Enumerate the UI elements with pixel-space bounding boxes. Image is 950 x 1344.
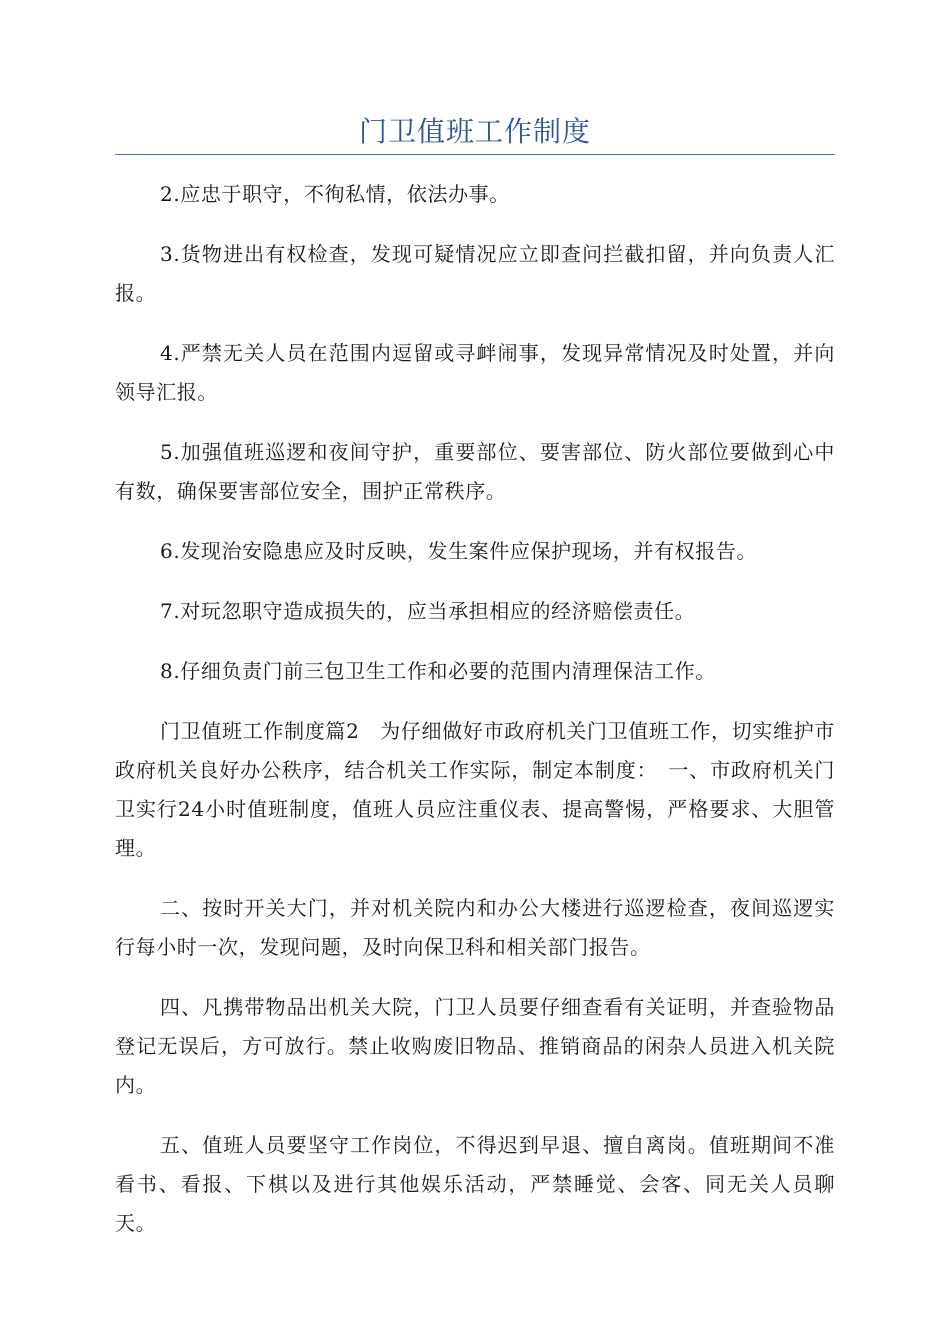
paragraph-item-4: 4.严禁无关人员在范围内逗留或寻衅闹事，发现异常情况及时处置，并向领导汇报。 — [115, 341, 835, 404]
title-underline — [115, 154, 835, 155]
paragraph-item-6: 6.发现治安隐患应及时反映，发生案件应保护现场，并有权报告。 — [160, 539, 758, 563]
document-title: 门卫值班工作制度 — [358, 115, 591, 148]
paragraph-item-2: 2.应忠于职守，不徇私情，依法办事。 — [160, 182, 510, 206]
paragraph-section-2-item-4: 四、凡携带物品出机关大院，门卫人员要仔细查看有关证明，并查验物品登记无误后，方可放行。禁止收购废旧物品、推销商品的闲杂人员进入机关院内。 — [115, 995, 835, 1097]
paragraph-section-2-intro: 门卫值班工作制度篇2 为仔细做好市政府机关门卫值班工作，切实维护市政府机关良好办公秩序，结合机关工作实际，制定本制度： 一、市政府机关门卫实行24小时值班制度，值班人员应注重仪表、提高警惕，严格要求、大胆管理。 — [115, 719, 835, 860]
paragraph-item-3: 3.货物进出有权检查，发现可疑情况应立即查问拦截扣留，并向负责人汇报。 — [115, 242, 835, 305]
paragraph-item-5: 5.加强值班巡逻和夜间守护，重要部位、要害部位、防火部位要做到心中有数，确保要害部位安全，围护正常秩序。 — [115, 440, 835, 503]
paragraph-section-2-item-2: 二、按时开关大门，并对机关院内和办公大楼进行巡逻检查，夜间巡逻实行每小时一次，发现问题，及时向保卫科和相关部门报告。 — [115, 896, 835, 959]
paragraph-section-2-item-5: 五、值班人员要坚守工作岗位，不得迟到早退、擅自离岗。值班期间不准看书、看报、下棋以及进行其他娱乐活动，严禁睡觉、会客、同无关人员聊天。 — [115, 1133, 835, 1235]
document-body — [115, 175, 835, 1264]
paragraph-item-7: 7.对玩忽职守造成损失的，应当承担相应的经济赔偿责任。 — [160, 599, 696, 623]
paragraph-item-8: 8.仔细负责门前三包卫生工作和必要的范围内清理保洁工作。 — [160, 659, 716, 683]
